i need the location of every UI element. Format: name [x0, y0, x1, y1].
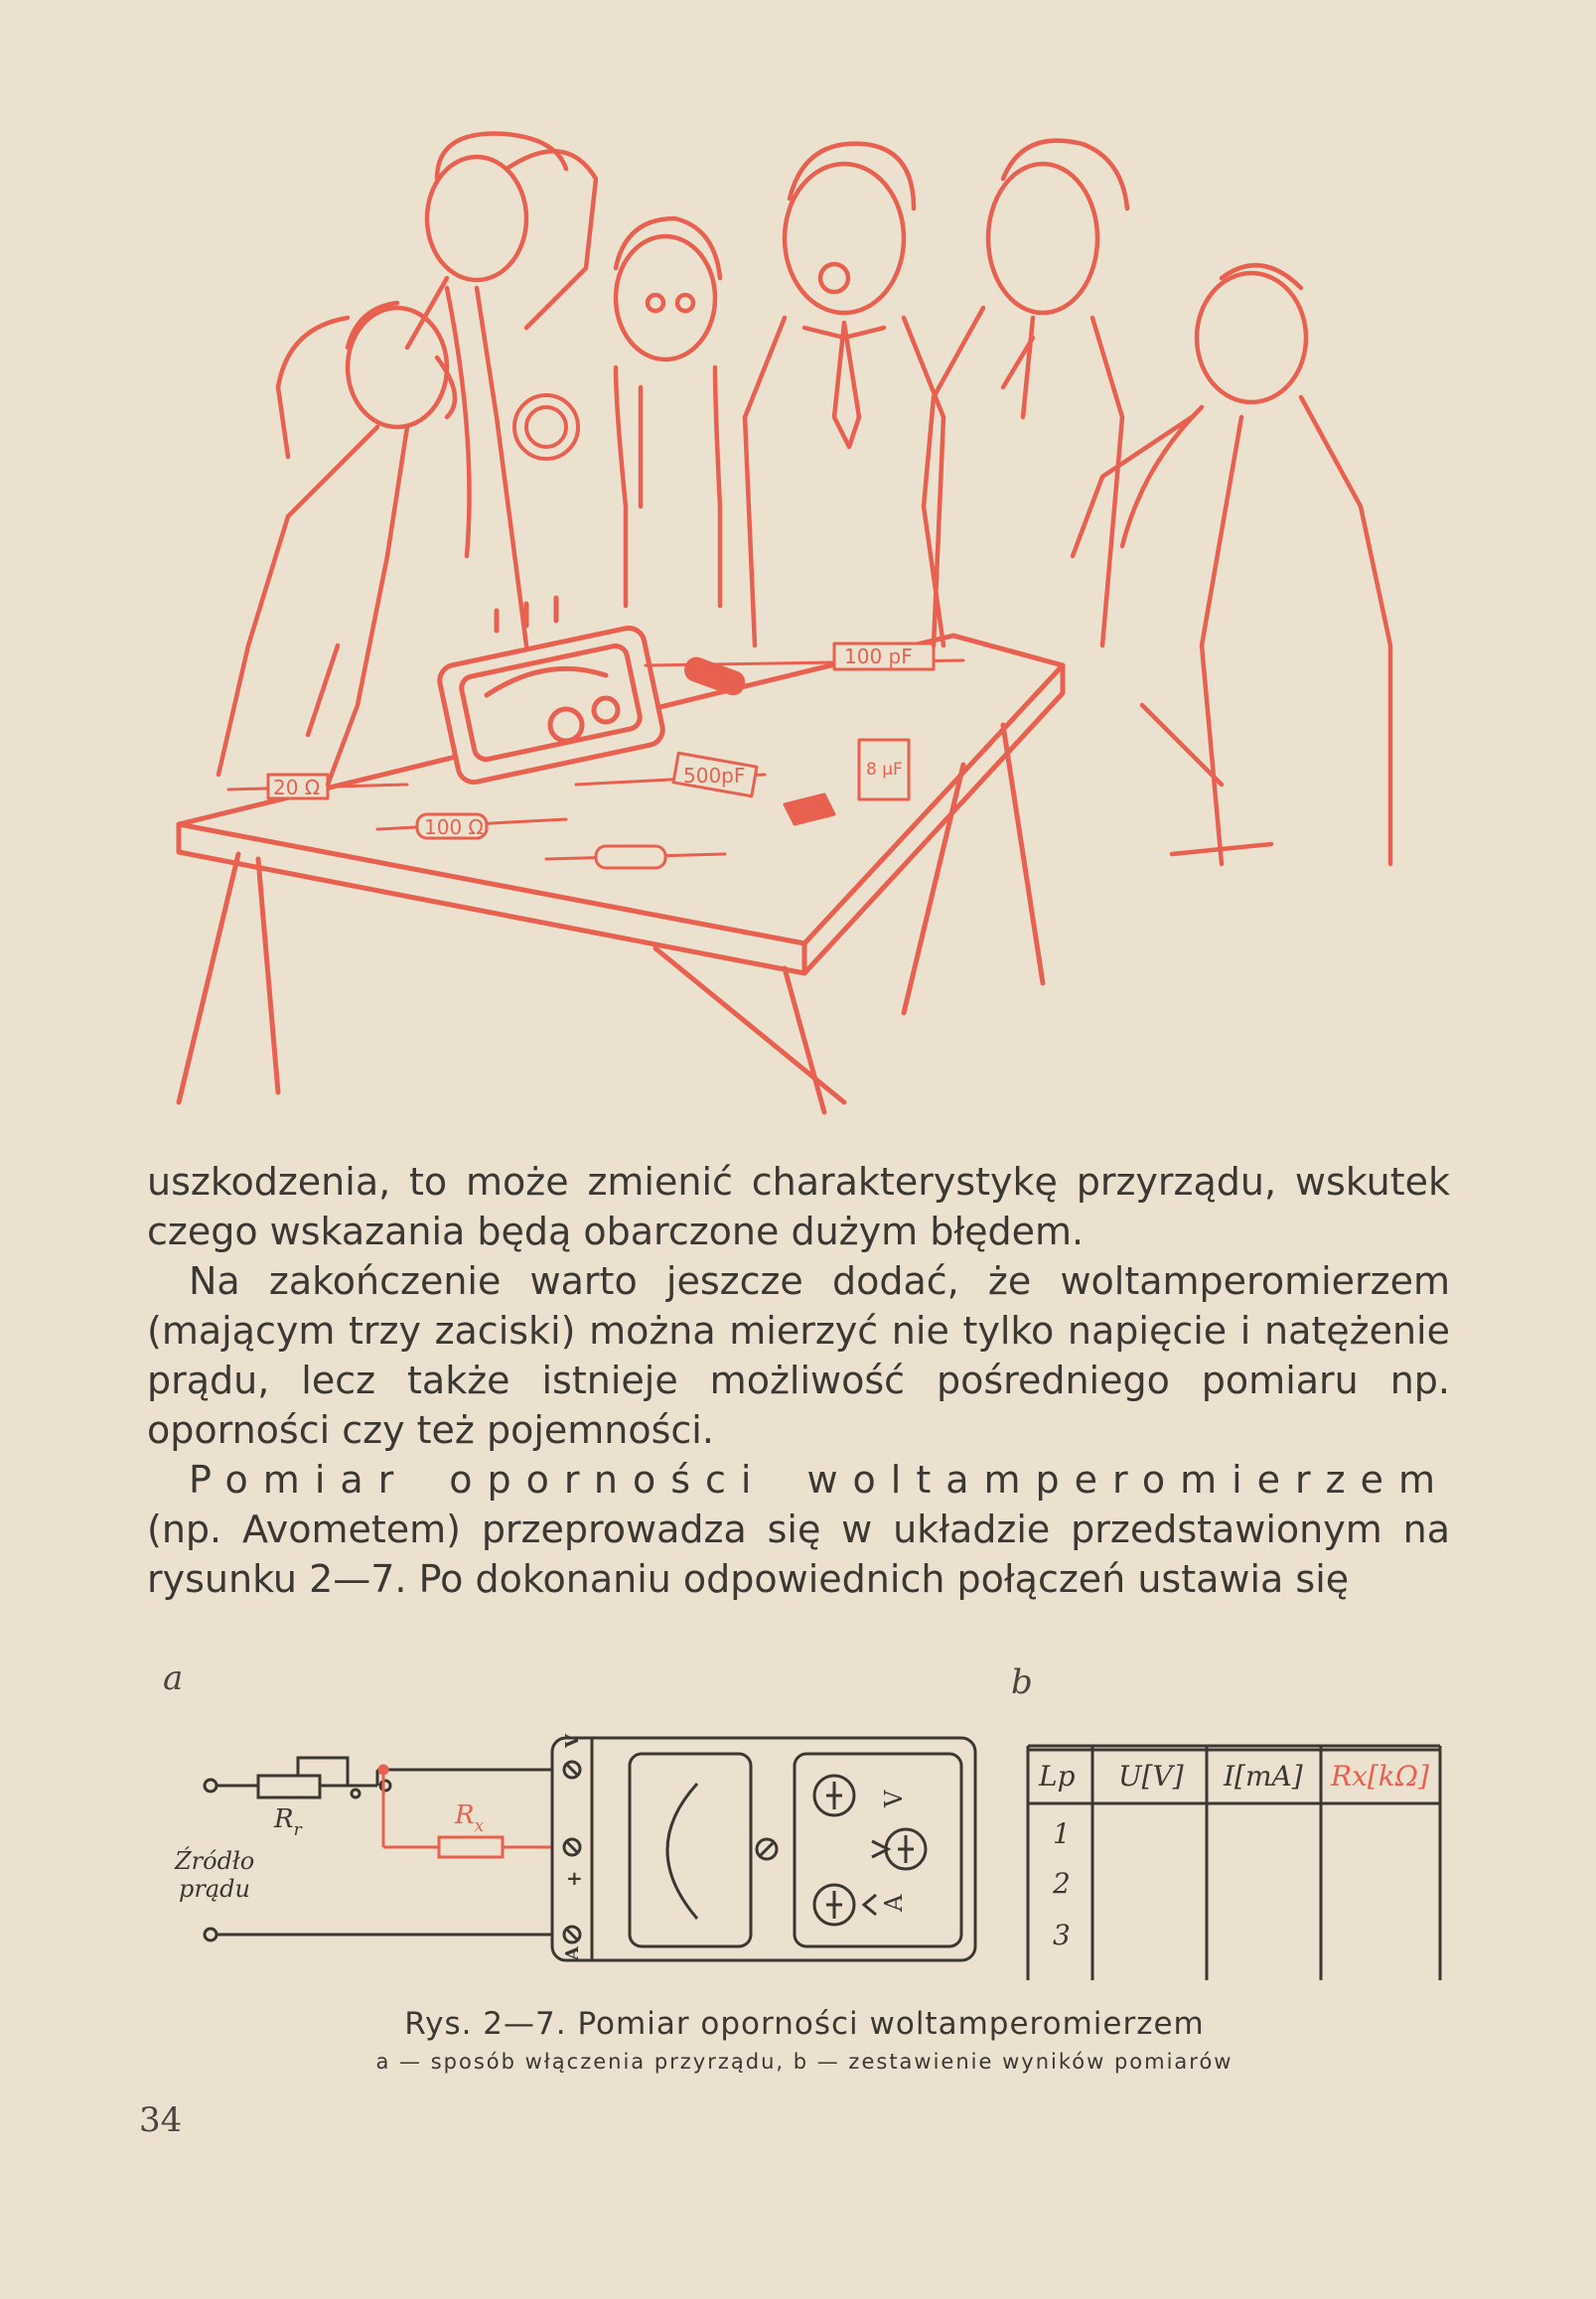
figure-caption	[149, 2006, 1460, 2074]
source-label-line2: prądu	[179, 1875, 250, 1903]
res-20-label: 20 Ω	[273, 776, 321, 799]
spaced-heading-text: Pomiar oporności woltamperomierzem	[189, 1458, 1450, 1502]
res-100-label: 100 Ω	[424, 815, 484, 839]
svg-text:Rr	[273, 1804, 303, 1840]
caption-sub: a — sposób włączenia przyrządu, b — zestawienie wyników pomiarów	[375, 2050, 1233, 2074]
rx-subscript: x	[474, 1816, 485, 1836]
cap-8uf-label: 8 μF	[866, 760, 903, 780]
page-number: 34	[139, 2100, 183, 2140]
rr-label: R	[274, 1804, 294, 1834]
table-row-1: 1	[1053, 1817, 1071, 1850]
cap-500pf-label: 500pF	[683, 764, 746, 788]
paragraph-3	[147, 1455, 1450, 1604]
table-header-rx: Rx[kΩ]	[1331, 1760, 1429, 1793]
table-header-lp: Lp	[1039, 1760, 1076, 1793]
table-row-2: 2	[1053, 1867, 1071, 1900]
figure-2-7	[149, 1658, 1460, 1996]
body-text	[147, 1157, 1450, 1604]
terminal-plus-label: +	[566, 1866, 583, 1890]
figure-label-b: b	[1011, 1662, 1033, 1702]
wall-socket-drawing	[514, 395, 578, 459]
paragraph-3-rest: (np. Avometem) przeprowadza się w układzie przedstawionym na rysunku 2—7. Po dokonaniu odpowiednich połączeń ustawia się	[147, 1508, 1450, 1601]
figure-label-a: a	[163, 1658, 184, 1698]
cartoon-illustration	[149, 89, 1400, 1142]
results-table	[1028, 1746, 1440, 1980]
switch-v-label: V	[880, 1790, 908, 1807]
rx-label: R	[455, 1800, 475, 1830]
cap-100pf-label: 100 pF	[844, 645, 913, 668]
circuit-and-table-diagram	[149, 1658, 1460, 1996]
caption-main: Rys. 2—7. Pomiar oporności woltamperomierzem	[404, 2006, 1205, 2042]
source-label-line1: Źródło	[175, 1847, 255, 1875]
switch-a-label: A	[880, 1894, 908, 1912]
paragraph-1: uszkodzenia, to może zmienić charakterystykę przyrządu, wskutek czego wskazania będą obarczone dużym błędem.	[147, 1160, 1450, 1253]
rr-subscript: r	[293, 1820, 302, 1840]
circuit-diagram	[174, 1733, 975, 1961]
table-header-u: U[V]	[1118, 1760, 1184, 1793]
table-row-3: 3	[1053, 1919, 1071, 1951]
terminal-v-label: V	[562, 1734, 583, 1748]
paragraph-2: Na zakończenie warto jeszcze dodać, że woltamperomierzem (mającym trzy zaciski) można mierzyć nie tylko napięcie i natężenie prądu, lecz także istnieje możliwość pośredniego pomiaru np. oporności czy też pojemności.	[147, 1259, 1450, 1452]
svg-text:Rx	[454, 1800, 485, 1836]
terminal-a-label: A	[562, 1946, 583, 1960]
table-header-i: I[mA]	[1224, 1760, 1303, 1793]
